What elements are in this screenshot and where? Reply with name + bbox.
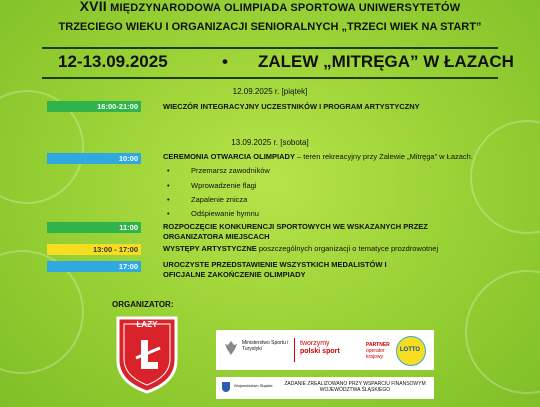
list-item: • Wprowadzenie flagi xyxy=(167,181,257,190)
divider xyxy=(42,47,498,49)
time-bar: 13:00 - 17:00 xyxy=(47,244,141,255)
schedule-item-rest: – teren rekreacyjny przy Zalewie „Mitręga” w Łazach. xyxy=(294,152,473,161)
partner-logo-line3: krajowy xyxy=(366,354,383,360)
title-text: MIĘDZYNARODOWA OLIMPIADA SPORTOWA UNIWERSYTETÓW xyxy=(110,2,461,14)
schedule-item-bold: WYSTĘPY ARTYSTYCZNE xyxy=(163,244,257,253)
sponsor-box xyxy=(216,330,434,370)
decorative-ring xyxy=(465,270,540,394)
polish-sport-logo-top: tworzymy xyxy=(300,340,330,347)
list-item: • Zapalenie znicza xyxy=(167,195,248,204)
time-bar: 11:00 xyxy=(47,222,141,233)
schedule-item-rest: poszczególnych organizacji o tematyce prozdrowotnej xyxy=(256,244,439,253)
schedule-item-text xyxy=(163,244,523,254)
page-subtitle: TRZECIEGO WIEKU I ORGANIZACJI SENIORALNYCH „TRZECI WIEK NA START” xyxy=(58,21,482,33)
sponsor-box xyxy=(216,377,434,399)
schedule-item-text xyxy=(163,152,523,162)
time-bar: 16:00-21:00 xyxy=(47,101,141,112)
day1-heading: 12.09.2025 r. [piątek] xyxy=(232,87,308,96)
schedule-item-text: ROZPOCZĘCIE KONKURENCJI SPORTOWYCH WE WSKAZANYCH PRZEZ ORGANIZATORA MIEJSCACH xyxy=(163,222,428,241)
schedule-item-text: UROCZYSTE PRZEDSTAWIENIE WSZYSTKICH MEDALISTÓW I OFICJALNE ZAKOŃCZENIE OLIMPIADY xyxy=(163,260,387,279)
shield-text: ŁAZY xyxy=(136,320,158,329)
region-logo-text: Województwo Śląskie xyxy=(234,383,273,388)
title-number: XVII xyxy=(79,0,107,14)
dates-separator: • xyxy=(222,52,228,71)
divider xyxy=(294,338,295,362)
funding-note: ZADANIE ZREALIZOWANO PRZY WSPARCIU FINANSOWYM WOJEWÓDZTWA ŚLĄSKIEGO xyxy=(284,381,426,393)
eagle-icon xyxy=(224,340,238,356)
polish-sport-logo-bottom: polski sport xyxy=(300,348,340,355)
ministry-logo-text: Ministerstwo Sportu i Turystyki xyxy=(242,340,289,352)
schedule-item-text: WIECZÓR INTEGRACYJNY UCZESTNIKÓW I PROGRAM ARTYSTYCZNY xyxy=(163,102,420,111)
divider xyxy=(42,77,498,79)
time-bar: 10:00 xyxy=(47,153,141,164)
partner-logo-line2: operator xyxy=(366,348,385,354)
day2-heading: 13.09.2025 r. [sobota] xyxy=(231,138,309,147)
event-dates: 12-13.09.2025 xyxy=(58,52,168,71)
organizer-label: ORGANIZATOR: xyxy=(112,300,174,309)
schedule-item-bold: CEREMONIA OTWARCIA OLIMPIADY xyxy=(163,152,295,161)
event-venue: ZALEW „MITRĘGA” W ŁAZACH xyxy=(258,52,514,71)
partner-logo-line1: PARTNER xyxy=(366,342,390,348)
lotto-logo-text: LOTTO xyxy=(399,347,421,353)
time-bar: 17:00 xyxy=(47,261,141,272)
page-title xyxy=(0,0,540,15)
list-item: • Przemarsz zawodników xyxy=(167,166,270,175)
region-crest-icon xyxy=(222,382,230,392)
list-item: • Odśpiewanie hymnu xyxy=(167,209,259,218)
